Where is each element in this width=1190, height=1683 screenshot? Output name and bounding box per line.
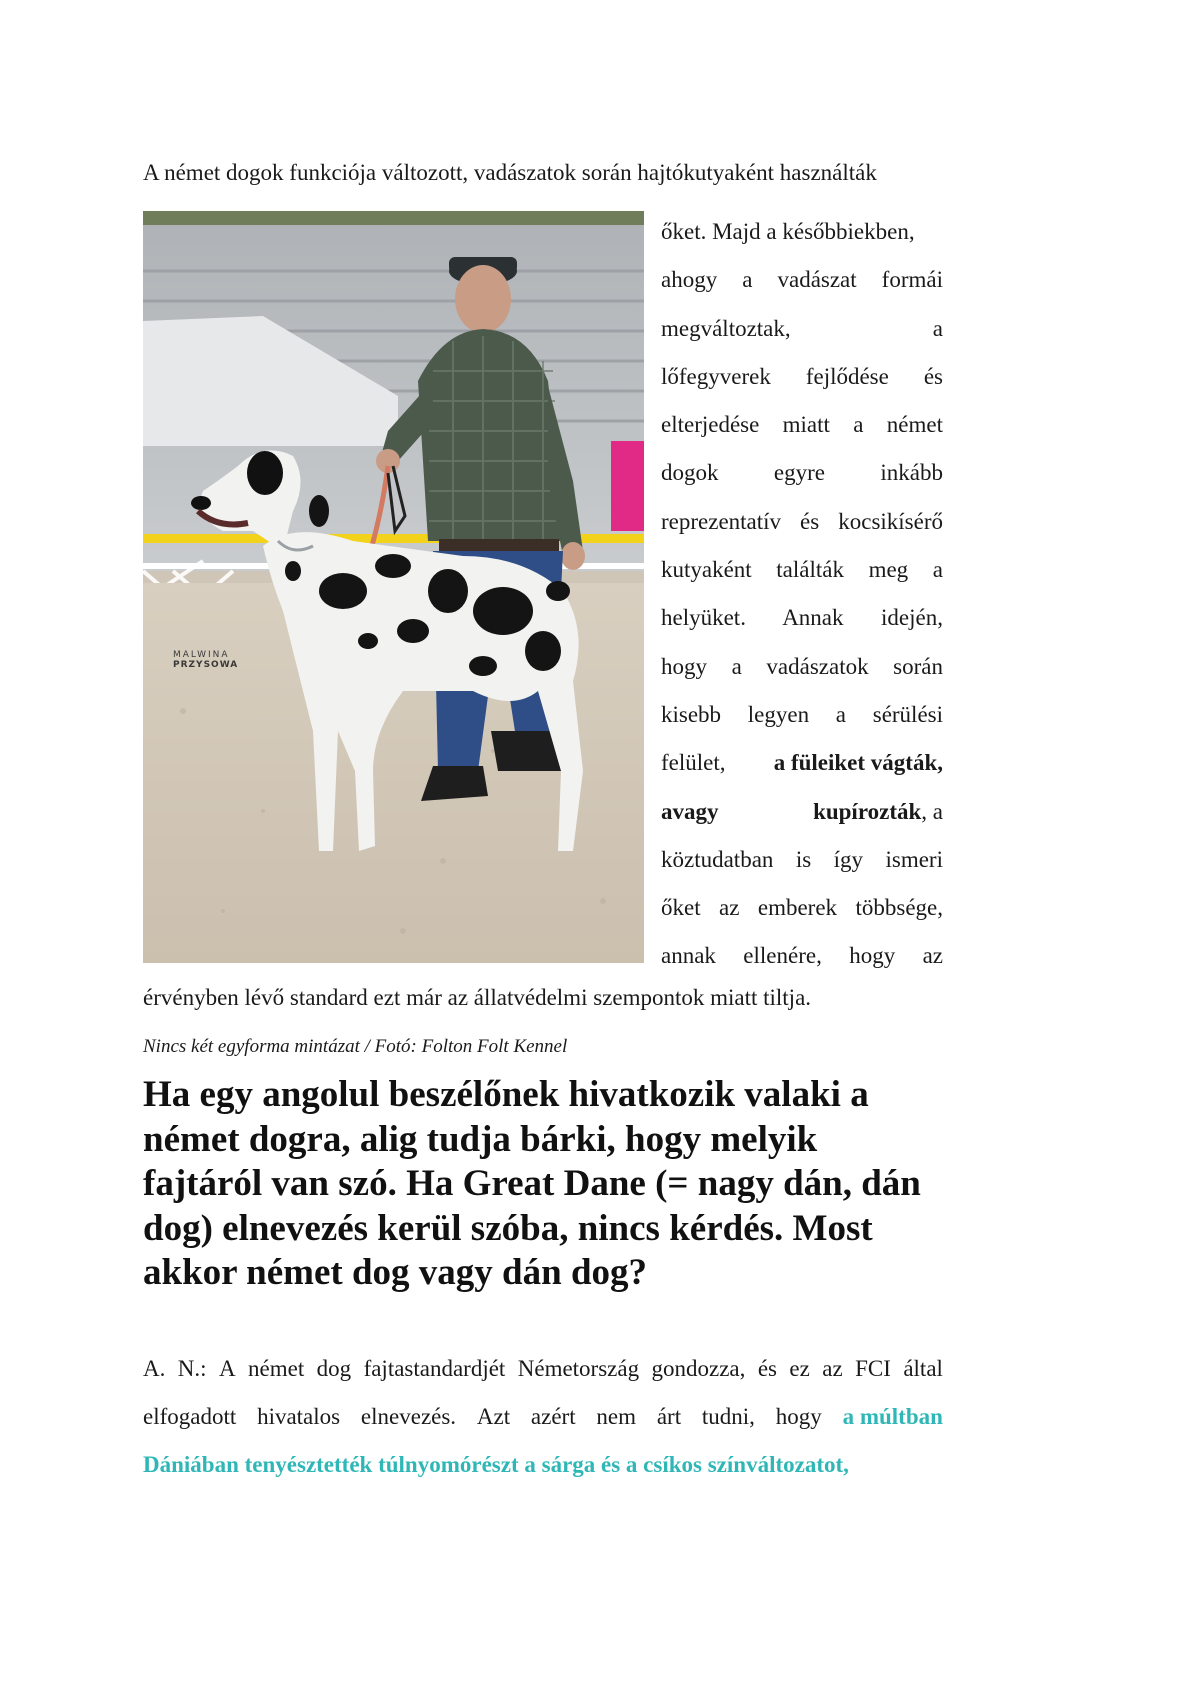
plain-text: , a [921,798,943,824]
bold-text: kupírozták [813,798,922,824]
side-text-line: kisebb legyen a sérülési [661,701,943,727]
dog-show-photo [143,211,644,963]
photo-watermark-line1: MALWINA [173,650,230,660]
side-text-line: ahogy a vadászat formái [661,267,943,293]
answer-paragraph [143,1345,943,1489]
interview-question-heading: Ha egy angolul beszélőnek hivatkozik valaki a német dogra, alig tudja bárki, hogy melyik fajtáról van szó. Ha Great Dane (= nagy dán, dán dog) elnevezés kerül szóba, nincs kérdés. Most akkor német dog vagy dán dog? [143,1074,921,1293]
answer-line [143,1441,943,1489]
side-text-line: dogok egyre inkább [661,460,943,486]
answer-word: Németország [517,1356,640,1381]
great-dane-harlequin-photo [143,211,644,963]
answer-word: és [757,1356,777,1381]
side-text-line: őket. Majd a későbbiekben, [661,219,915,244]
answer-word: N.: [177,1356,207,1381]
bold-text: avagy [661,798,719,824]
wrapped-text-column [661,208,943,981]
answer-word: német [248,1356,305,1381]
answer-word: elnevezés. [360,1404,457,1429]
answer-line [143,1393,943,1441]
photo-watermark-line2: PRZYSOWA [173,660,239,670]
side-text-line: őket az emberek többsége, [661,895,943,921]
answer-word: tudni, [701,1404,755,1429]
bold-text: a füleiket vágták, [773,750,943,776]
intro-paragraph-line: A német dogok funkciója változott, vadászatok során hajtókutyaként használták [143,160,877,185]
side-text-line: helyüket. Annak idején, [661,605,943,631]
side-text-line: lőfegyverek fejlődése és [661,363,943,389]
answer-word: ez [789,1356,810,1381]
answer-word: hogy [775,1404,822,1429]
side-text-line-bold-mix [661,739,943,787]
highlighted-text: a múltban [842,1404,943,1429]
answer-word: fajtastandardjét [363,1356,506,1381]
side-text-line: köztudatban is így ismeri [661,846,943,872]
photo-caption: Nincs két egyforma mintázat / Fotó: Folton Folt Kennel [143,1036,568,1057]
side-text-line: megváltoztak, a [661,315,943,341]
side-text-line: kutyaként találták meg a [661,557,943,583]
answer-word: Azt [476,1404,511,1429]
answer-word: azért [530,1404,576,1429]
paragraph-continuation: érvényben lévő standard ezt már az állatvédelmi szempontok miatt tiltja. [143,985,812,1010]
answer-word: árt [656,1404,682,1429]
answer-word: A [218,1356,236,1381]
answer-word: által [903,1356,943,1381]
answer-line [143,1345,943,1393]
answer-word: nem [596,1404,637,1429]
answer-word: A. [143,1356,166,1381]
answer-word: az [822,1356,843,1381]
answer-word: gondozza, [651,1356,746,1381]
plain-text: felület, [661,750,726,776]
answer-word: FCI [855,1356,891,1381]
side-text-line: hogy a vadászatok során [661,653,943,679]
answer-word: hivatalos [257,1404,341,1429]
highlighted-text: Dániában tenyésztették túlnyomórészt a sárga és a csíkos színváltozatot, [143,1452,849,1477]
answer-word: elfogadott [143,1404,237,1429]
side-text-line: annak ellenére, hogy az [661,943,943,969]
answer-word: dog [316,1356,352,1381]
side-text-line: elterjedése miatt a német [661,412,943,438]
side-text-line-bold-mix [661,788,943,836]
side-text-line: reprezentatív és kocsikísérő [661,508,943,534]
